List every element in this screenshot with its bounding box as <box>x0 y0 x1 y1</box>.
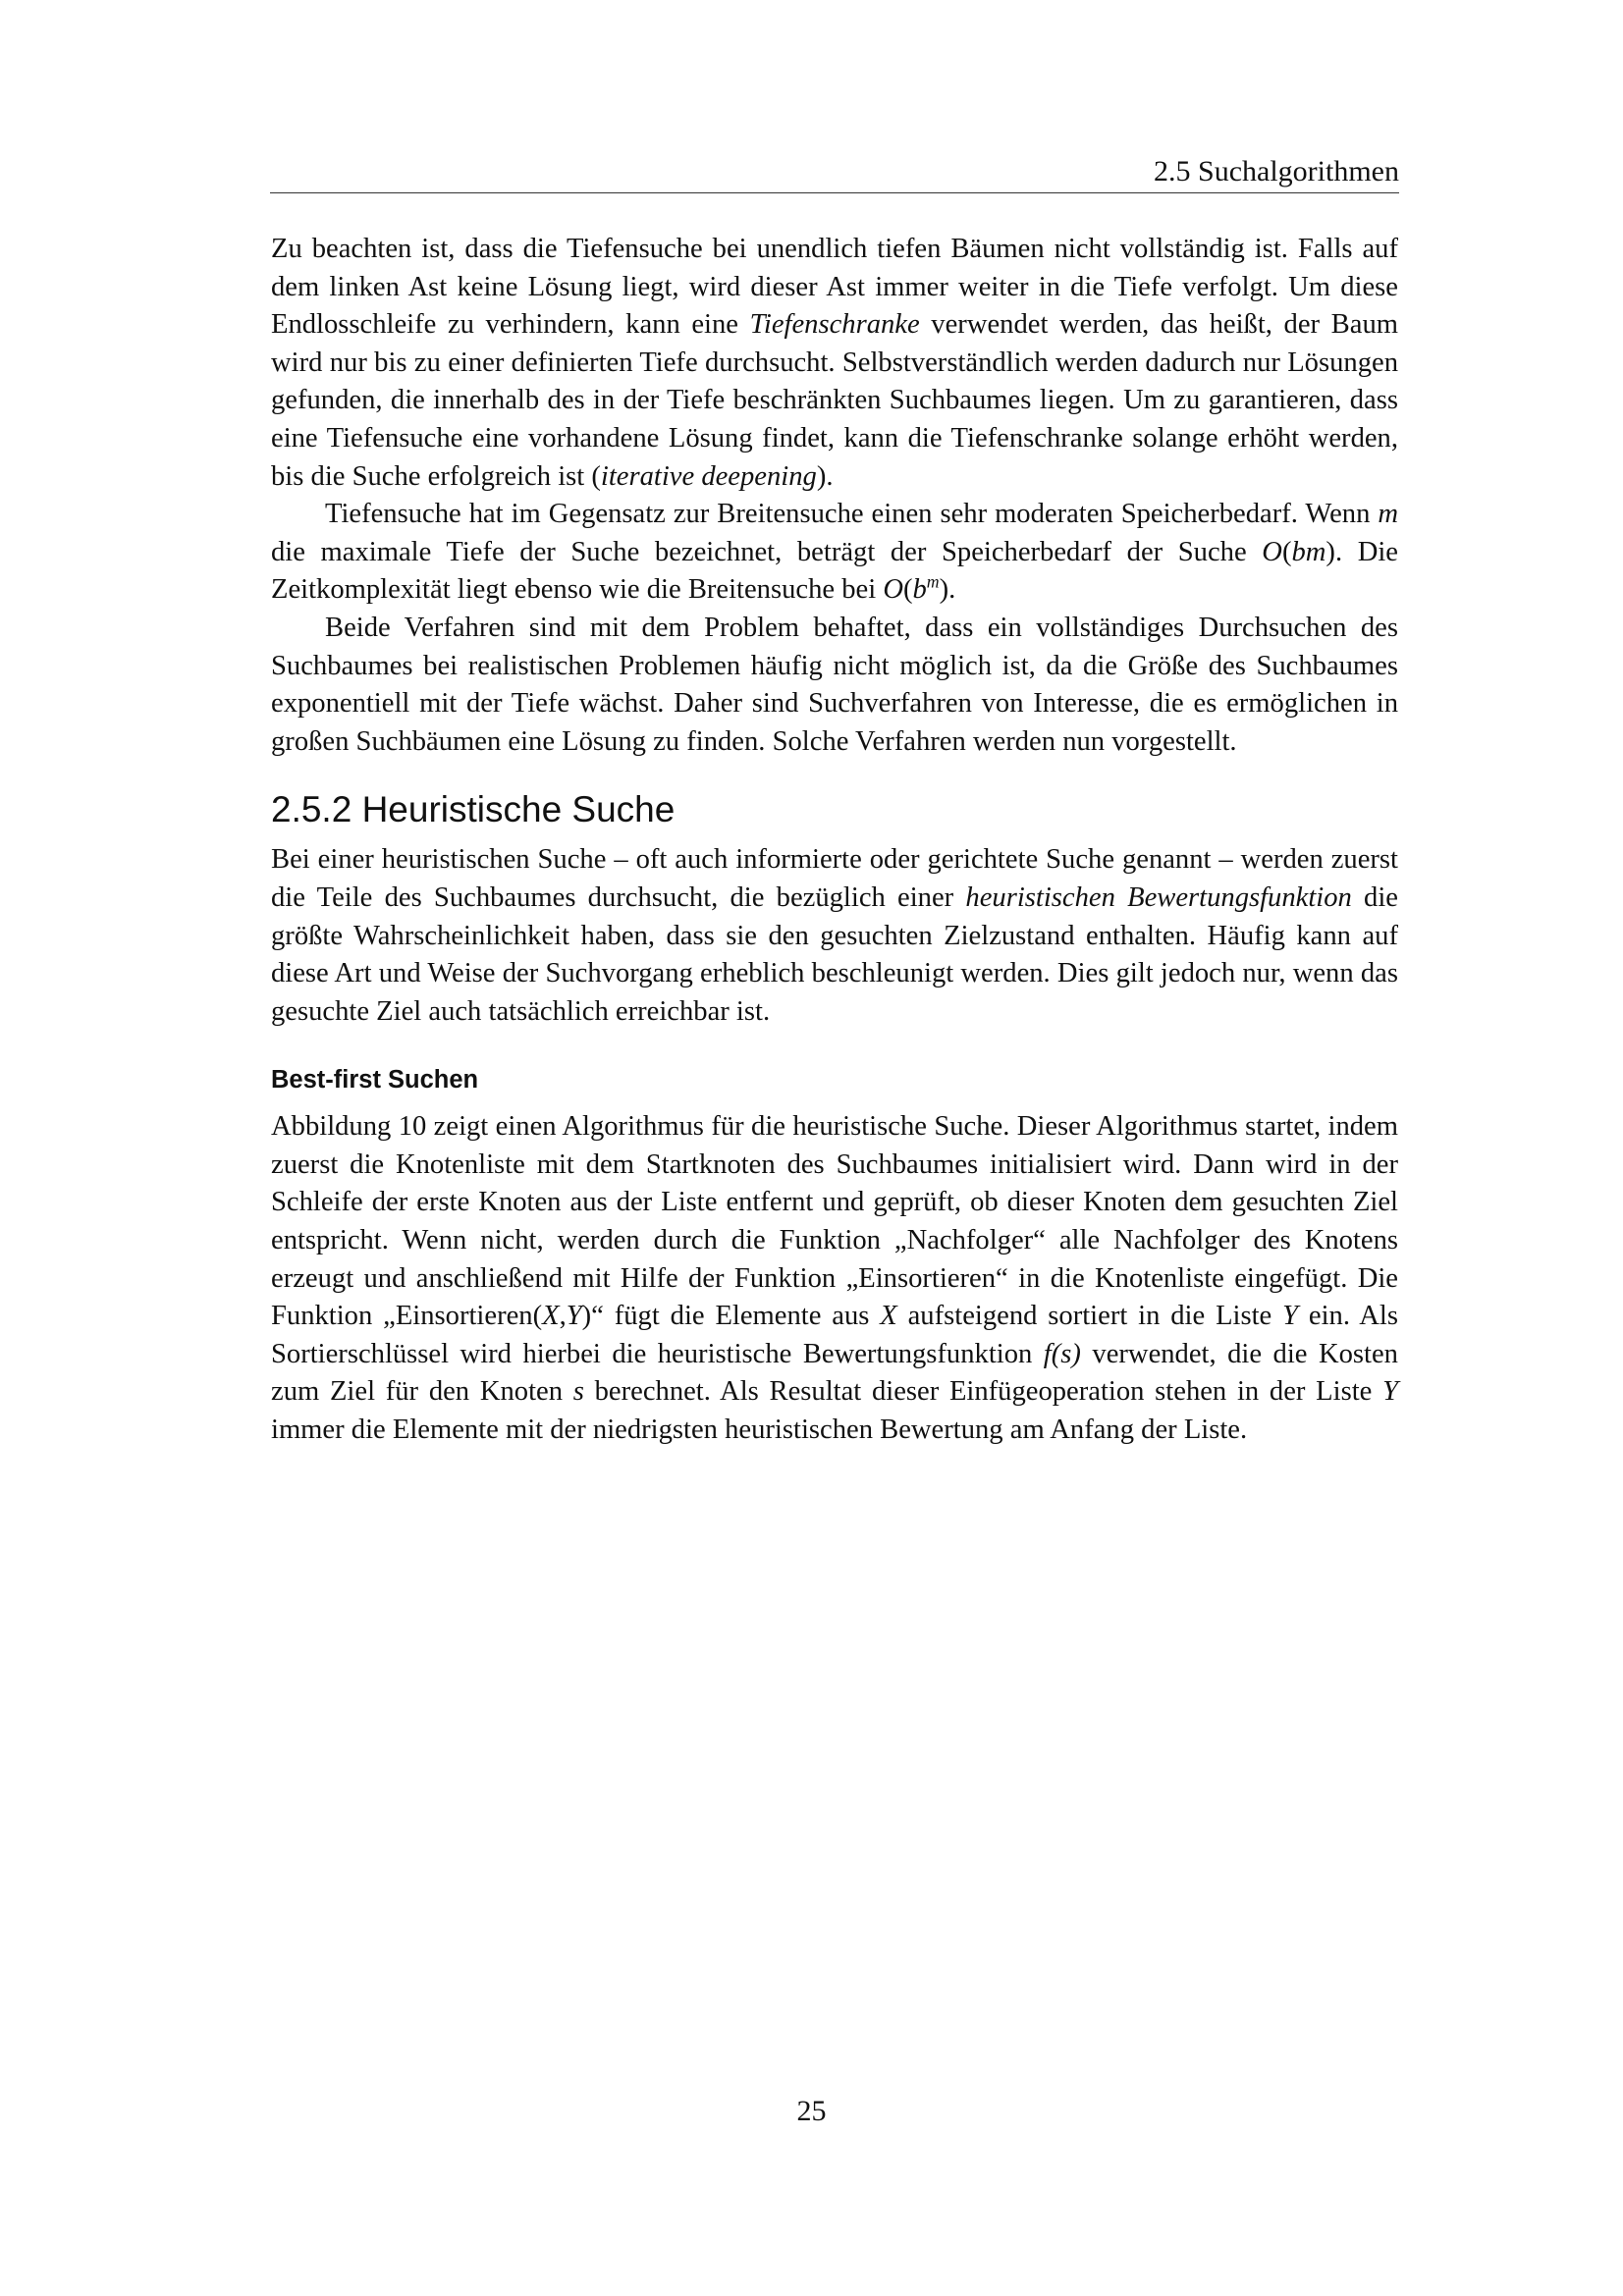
paragraph-text: Bei einer heuristischen Suche – oft auch informierte oder gerichtete Suche genannt – werden zuerst die Teile des Suchbaumes durchsucht, die bezüglich einer <box>271 844 1398 913</box>
term-heuristic-function: heuristischen Bewertungsfunktion <box>965 881 1352 913</box>
term-iterative-deepening: iterative deepening <box>600 460 817 492</box>
paragraph-memory <box>271 496 1398 610</box>
subsection-heading: Best-first Suchen <box>271 1066 479 1095</box>
math-fs: f(s) <box>1043 1338 1081 1369</box>
paragraph-text: Tiefensuche hat im Gegensatz zur Breitensuche einen sehr moderaten Speicherbedarf. Wenn <box>325 499 1379 530</box>
math-y: Y <box>566 1301 582 1332</box>
math-y: Y <box>1282 1301 1299 1332</box>
math-paren: ( <box>902 574 913 606</box>
paragraph-text: die größte Wahrscheinlichkeit haben, dass sie den gesuchten Zielzustand enthalten. Häufig kann auf diese Art und Weise der Suchvorgang erheblich beschleunigt werden. Dies gilt jedoch nur, wenn das gesuchte Ziel auch tatsächlich erreichbar ist. <box>271 881 1398 1027</box>
term-tiefenschranke: Tiefenschranke <box>749 309 920 341</box>
paragraph-text: ein. Als Sortierschlüssel wird hierbei die heuristische Bewertungsfunktion <box>271 1301 1398 1369</box>
paragraph-exponential-growth: Beide Verfahren sind mit dem Problem behaftet, dass ein vollständiges Durchsuchen des Suchbaumes bei realistischen Problemen häufig nicht möglich ist, da die Größe des Suchbaumes exponentiell mit der Tiefe wächst. Daher sind Suchverfahren von Interesse, die es ermöglichen in großen Suchbäumen eine Lösung zu finden. Solche Verfahren werden nun vorgestellt. <box>271 612 1398 757</box>
running-header: 2.5 Suchalgorithmen <box>1154 155 1399 187</box>
math-x: X <box>880 1301 897 1332</box>
paragraph-text: verwendet werden, das heißt, der Baum wird nur bis zu einer definierten Tiefe durchsucht. Selbstverständlich werden dadurch nur Lösungen gefunden, die innerhalb des in der Tiefe beschränkten Suchbaumes liegen. Um zu garantieren, dass eine Tiefensuche eine vorhandene Lösung findet, kann die Tiefenschranke solange erhöht werden, bis die Suche erfolgreich ist ( <box>271 309 1398 492</box>
math-o: O <box>883 574 903 606</box>
math-bm: bm <box>1291 536 1326 567</box>
paragraph-text: aufsteigend sortiert in die Liste <box>896 1301 1283 1332</box>
math-paren: ) <box>1325 536 1335 567</box>
paragraph-text: ). <box>939 574 956 606</box>
math-s: s <box>572 1376 584 1408</box>
math-comma: , <box>559 1301 567 1332</box>
paragraph-text: die maximale Tiefe der Suche bezeichnet, beträgt der Speicherbedarf der Suche <box>271 536 1263 567</box>
paragraph-text: immer die Elemente mit der niedrigsten heuristischen Bewertung am Anfang der Liste. <box>271 1415 1248 1446</box>
math-m: m <box>1378 499 1398 530</box>
paragraph-text: ). <box>816 460 834 492</box>
paragraph-text: )“ fügt die Elemente aus <box>581 1301 881 1332</box>
header-rule <box>270 192 1399 193</box>
paragraph-best-first <box>271 1108 1398 1449</box>
paragraph-text: Zu beachten ist, dass die Tiefensuche bei unendlich tiefen Bäumen nicht vollständig ist. Falls auf dem linken Ast keine Lösung liegt, wird dieser Ast immer weiter in die Tiefe verfolgt. Um diese Endlosschleife zu verhindern, kann eine <box>271 234 1398 341</box>
paragraph-depth-limit <box>271 231 1398 496</box>
math-paren: ( <box>1281 536 1292 567</box>
paragraph-heuristic-intro <box>271 841 1398 1031</box>
section-heading: 2.5.2 Heuristische Suche <box>271 789 676 830</box>
page-body <box>271 231 1398 1450</box>
paragraph-text: verwendet, die die Kosten zum Ziel für den Knoten <box>271 1338 1398 1408</box>
math-y: Y <box>1382 1376 1398 1408</box>
paragraph-text: . Die Zeitkomplexität liegt ebenso wie die Breitensuche bei <box>271 536 1398 606</box>
page-number: 25 <box>796 2095 827 2127</box>
math-exponent-m: m <box>926 571 940 592</box>
math-b: b <box>912 574 927 606</box>
paragraph-text: berechnet. Als Resultat dieser Einfügeoperation stehen in der Liste <box>583 1376 1383 1408</box>
math-o: O <box>1262 536 1282 567</box>
math-x: X <box>542 1301 560 1332</box>
paragraph-text: Abbildung 10 zeigt einen Algorithmus für die heuristische Suche. Dieser Algorithmus startet, indem zuerst die Knotenliste mit dem Startknoten des Suchbaumes initialisiert wird. Dann wird in der Schleife der erste Knoten aus der Liste entfernt und geprüft, ob dieser Knoten dem gesuchten Ziel entspricht. Wenn nicht, werden durch die Funktion „Nachfolger“ alle Nachfolger des Knotens erzeugt und anschließend mit Hilfe der Funktion „Einsortieren“ in die Knotenliste eingefügt. Die Funktion „Einsortieren( <box>271 1111 1398 1332</box>
